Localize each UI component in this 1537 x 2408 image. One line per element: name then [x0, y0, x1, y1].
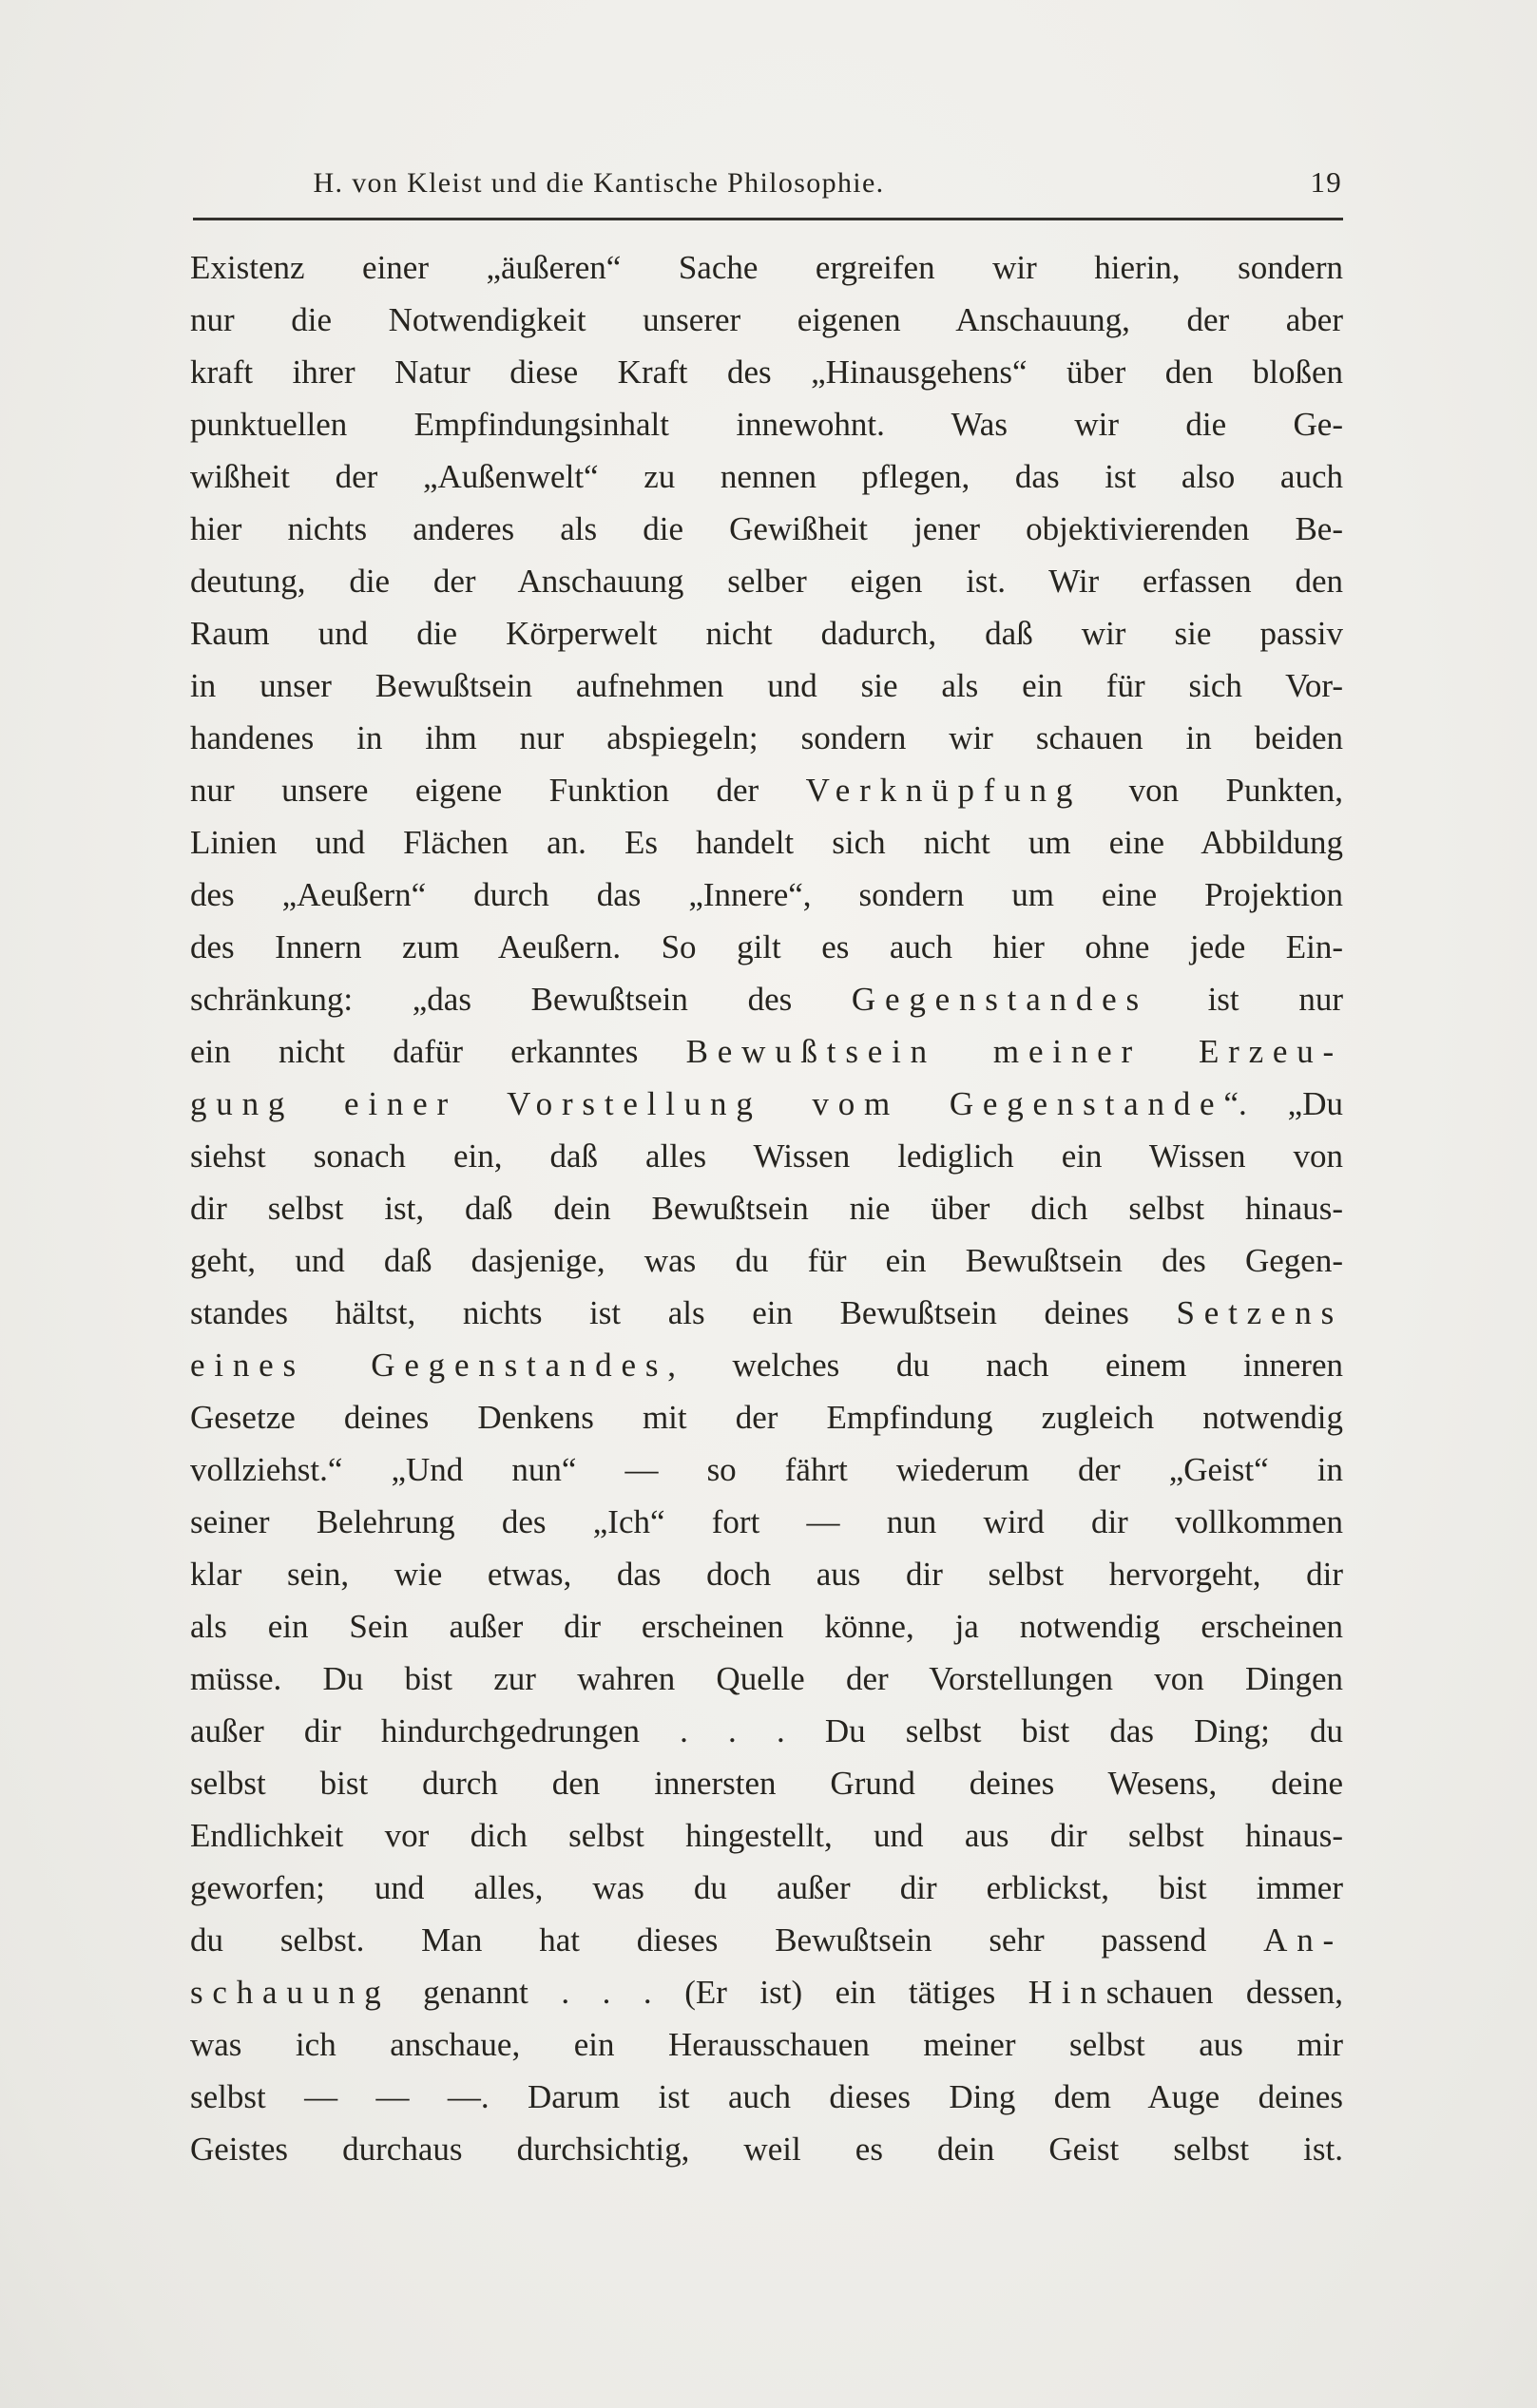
emphasized-spaced-text: Hin [1028, 1974, 1106, 2011]
text-line [190, 921, 1343, 973]
text-segment: schauen dessen, [1105, 1974, 1343, 2011]
text-line [190, 816, 1343, 869]
text-segment: wißheit der „Außenwelt“ zu nennen pflegen, das ist also auch [190, 458, 1343, 495]
text-line [190, 1600, 1343, 1653]
text-segment: deutung, die der Anschauung selber eigen ist. Wir erfassen den [190, 563, 1343, 600]
text-line [190, 1025, 1343, 1078]
text-line [190, 2071, 1343, 2123]
text-line [190, 1496, 1343, 1548]
text-segment: seiner Belehrung des „Ich“ fort — nun wird dir vollkommen [190, 1503, 1343, 1540]
text-line [190, 1130, 1343, 1182]
text-segment: punktuellen Empfindungsinhalt innewohnt. Was wir die Ge- [190, 406, 1343, 443]
text-line [190, 398, 1343, 450]
text-segment: kraft ihrer Natur diese Kraft des „Hinausgehens“ über den bloßen [190, 354, 1343, 391]
text-line [190, 712, 1343, 764]
text-line [190, 241, 1343, 294]
text-segment: Existenz einer „äußeren“ Sache ergreifen wir hierin, sondern [190, 249, 1343, 286]
text-segment: Linien und Flächen an. Es handelt sich nicht um eine Abbildung [190, 824, 1343, 861]
text-segment: geht, und daß dasjenige, was du für ein Bewußtsein des Gegen- [190, 1242, 1343, 1279]
emphasized-spaced-text: Bewußtsein meiner Erzeu- [685, 1033, 1343, 1070]
text-segment: standes hältst, nichts ist als ein Bewußtsein deines [190, 1294, 1177, 1331]
text-segment: siehst sonach ein, daß alles Wissen lediglich ein Wissen von [190, 1137, 1343, 1175]
text-line [190, 1548, 1343, 1600]
emphasized-spaced-text: Verknüpfung [805, 772, 1083, 809]
text-line [190, 1757, 1343, 1809]
text-line [190, 1182, 1343, 1234]
text-line [190, 1339, 1343, 1391]
text-segment: hier nichts anderes als die Gewißheit jener objektivierenden Be- [190, 510, 1343, 547]
text-line [190, 346, 1343, 398]
text-segment: außer dir hindurchgedrungen . . . Du selbst bist das Ding; du [190, 1712, 1343, 1749]
text-line [190, 1234, 1343, 1287]
text-segment: Geistes durchaus durchsichtig, weil es dein Geist selbst ist. [190, 2131, 1343, 2168]
text-segment: selbst — — —. Darum ist auch dieses Ding dem Auge deines [190, 2078, 1343, 2115]
text-line [190, 1809, 1343, 1862]
text-segment: vollziehst.“ „Und nun“ — so fährt wiederum der „Geist“ in [190, 1451, 1343, 1488]
text-segment: Endlichkeit vor dich selbst hingestellt, und aus dir selbst hinaus- [190, 1817, 1343, 1854]
text-segment: des Innern zum Aeußern. So gilt es auch hier ohne jede Ein- [190, 928, 1343, 965]
text-segment: , welches du nach einem inneren [667, 1347, 1343, 1384]
text-line [190, 1287, 1343, 1339]
emphasized-spaced-text: An- [1263, 1921, 1343, 1959]
text-line [190, 659, 1343, 712]
text-segment: dir selbst ist, daß dein Bewußtsein nie über dich selbst hinaus- [190, 1190, 1343, 1227]
text-line [190, 555, 1343, 607]
text-line [190, 1078, 1343, 1130]
text-segment: müsse. Du bist zur wahren Quelle der Vorstellungen von Dingen [190, 1660, 1343, 1697]
text-segment: geworfen; und alles, was du außer dir erblickst, bist immer [190, 1869, 1343, 1906]
text-segment: des „Aeußern“ durch das „Innere“, sondern um eine Projektion [190, 876, 1343, 913]
page-body [190, 241, 1343, 2175]
emphasized-spaced-text: schauung [190, 1974, 391, 2011]
text-segment: was ich anschaue, ein Herausschauen meiner selbst aus mir [190, 2026, 1343, 2063]
text-segment: genannt . . . (Er ist) ein tätiges [390, 1974, 1028, 2011]
text-segment: selbst bist durch den innersten Grund deines Wesens, deine [190, 1765, 1343, 1802]
text-line [190, 450, 1343, 503]
emphasized-spaced-text: eines Gegenstandes [190, 1347, 668, 1384]
text-line [190, 2018, 1343, 2071]
text-line [190, 973, 1343, 1025]
text-line [190, 869, 1343, 921]
emphasized-spaced-text: Setzens [1176, 1294, 1343, 1331]
text-line [190, 294, 1343, 346]
text-segment: schränkung: „das Bewußtsein des [190, 981, 852, 1018]
text-segment: handenes in ihm nur abspiegeln; sondern wir schauen in beiden [190, 719, 1343, 756]
text-segment: nur die Notwendigkeit unserer eigenen Anschauung, der aber [190, 301, 1343, 338]
text-line [190, 607, 1343, 659]
emphasized-spaced-text: gung einer Vorstellung vom Gegenstande [190, 1085, 1224, 1122]
text-line [190, 2123, 1343, 2175]
text-line [190, 764, 1343, 816]
text-segment: klar sein, wie etwas, das doch aus dir selbst hervorgeht, dir [190, 1556, 1343, 1593]
text-segment: als ein Sein außer dir erscheinen könne, ja notwendig erscheinen [190, 1608, 1343, 1645]
running-title: H. von Kleist und die Kantische Philosophie. [313, 167, 885, 199]
text-segment: du selbst. Man hat dieses Bewußtsein sehr passend [190, 1921, 1264, 1959]
text-line [190, 1862, 1343, 1914]
page-number: 19 [1310, 165, 1342, 199]
text-line [190, 1653, 1343, 1705]
text-line [190, 1705, 1343, 1757]
text-line [190, 1914, 1343, 1966]
text-segment: nur unsere eigene Funktion der [190, 772, 806, 809]
text-segment: “. „Du [1223, 1085, 1343, 1122]
page-header [195, 165, 1342, 200]
text-segment: Gesetze deines Denkens mit der Empfindung zugleich notwendig [190, 1399, 1343, 1436]
text-line [190, 503, 1343, 555]
text-segment: Raum und die Körperwelt nicht dadurch, daß wir sie passiv [190, 615, 1343, 652]
text-segment: in unser Bewußtsein aufnehmen und sie als ein für sich Vor- [190, 667, 1343, 704]
text-line [190, 1966, 1343, 2018]
text-segment: von Punkten, [1082, 772, 1343, 809]
header-divider [193, 218, 1343, 220]
text-line [190, 1443, 1343, 1496]
emphasized-spaced-text: Gegenstandes [851, 981, 1148, 1018]
text-segment: ist nur [1147, 981, 1343, 1018]
text-segment: ein nicht dafür erkanntes [190, 1033, 686, 1070]
text-line [190, 1391, 1343, 1443]
